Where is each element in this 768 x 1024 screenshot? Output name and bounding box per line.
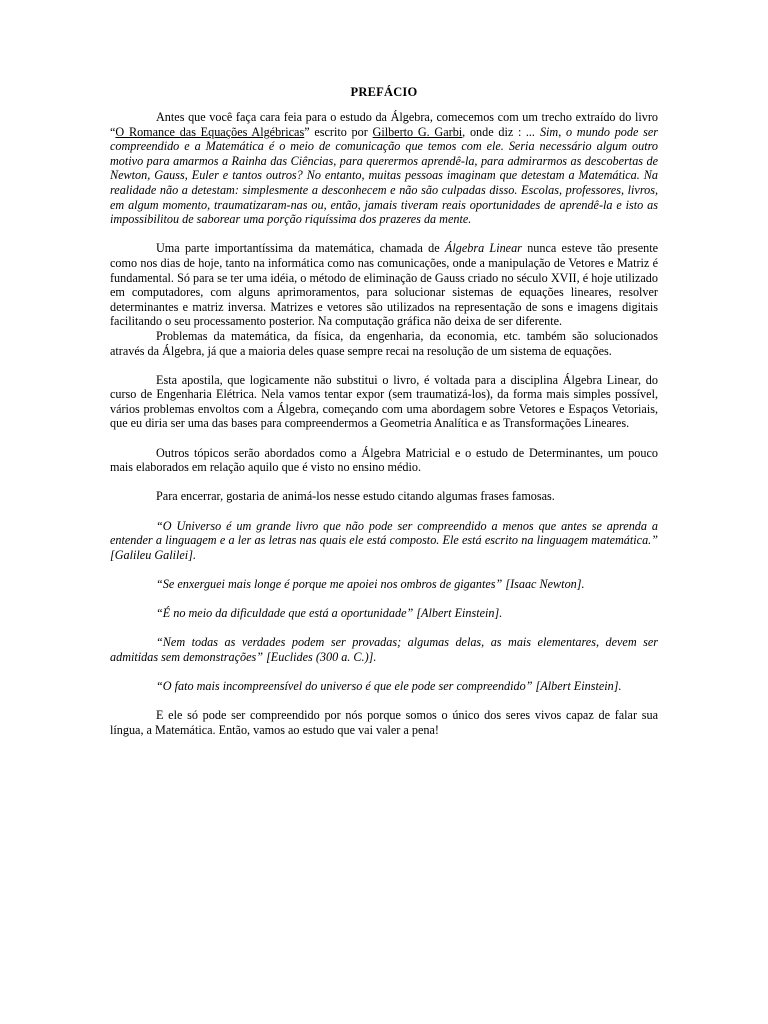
book-quote: ... Sim, o mundo pode ser compreendido e a Matemática é o meio de comunicação que temos com ele. Seria necessário algum outro motivo para amarmos a Rainha das Ciências, para querermos aprendê-la, para admirarmos as descobertas de Newton, Gauss, Euler e tantos outros? No entanto, muitas pessoas imaginam que detestam a Matemática. Na realidade não a detestam: simplesmente a desconhecem e não são culpadas disso. Escolas, professores, livros, em algum momento, traumatizaram-nas ou, então, jamais tiveram reais oportunidades de aprendê-la e isto as impossibilitou de saborear uma porção riquíssima dos prazeres da mente. — [110, 124, 659, 227]
paragraph-closing-intro: Para encerrar, gostaria de animá-los nesse estudo citando algumas frases famosas. — [156, 489, 555, 504]
linear-algebra-after: nunca esteve tão presente como nos dias de hoje, tanto na informática como nas comunicações, onde a manipulação de Vetores e Matriz é fundamental. Só para se ter uma idéia, o método de eliminação de Gauss criado no século XVII, é hoje utilizado em computadores, com alguns aprimoramentos, para solucionar sistemas de equações lineares, resolver determinantes e matriz inversa. Matrizes e vetores são utilizados na representação de sons e imagens digitais facilitando o seu processamento posterior. Na computação gráfica não deixa de ser diferente. — [110, 241, 659, 329]
quote-einstein-2: “O fato mais incompreensível do universo é que ele pode ser compreendido” [Albert Einstein]. — [156, 679, 622, 694]
quote-euclides: “Nem todas as verdades podem ser provadas; algumas delas, as mais elementares, devem ser admitidas sem demonstrações” [Euclides (300 a. C.)]. — [110, 635, 658, 664]
paragraph-problems: Problemas da matemática, da física, da engenharia, da economia, etc. também são solucionados através da Álgebra, já que a maioria deles quase sempre recai na resolução de um sistema de equações. — [110, 328, 658, 358]
paragraph-intro — [110, 110, 658, 227]
intro-after: , onde diz : — [462, 124, 527, 139]
paragraph-linear-algebra — [110, 241, 658, 329]
linear-algebra-before: Uma parte importantíssima da matemática, chamada de — [156, 241, 445, 256]
paragraph-topics: Outros tópicos serão abordados como a Álgebra Matricial e o estudo de Determinantes, um pouco mais elaborados em relação aquilo que é visto no ensino médio. — [110, 445, 658, 475]
paragraph-final: E ele só pode ser compreendido por nós porque somos o único dos seres vivos capaz de falar sua língua, a Matemática. Então, vamos ao estudo que vai valer a pena! — [110, 708, 658, 737]
intro-text: Antes que você faça cara feia para o estudo da Álgebra, comecemos com um trecho extraído do livro “ — [110, 110, 658, 139]
paragraph-apostila: Esta apostila, que logicamente não substitui o livro, é voltada para a disciplina Álgebra Linear, do curso de Engenharia Elétrica. Nela vamos tentar expor (sem traumatizá-los), da forma mais simples possível, vários problemas envoltos com a Álgebra, começando com uma abordagem sobre Vetores e Espaços Vetoriais, que eu diria ser uma das bases para compreendermos a Geometria Analítica e as Transformações Lineares. — [110, 372, 658, 431]
book-title-link[interactable]: O Romance das Equações Algébricas — [115, 124, 305, 139]
quote-newton: “Se enxerguei mais longe é porque me apoiei nos ombros de gigantes” [Isaac Newton]. — [156, 577, 585, 591]
document-body — [110, 110, 658, 738]
quote-galileu: “O Universo é um grande livro que não pode ser compreendido a menos que antes se aprenda a entender a linguagem e a ler as letras nas quais ele está composto. Ele está escrito na linguagem matemática.” [Galileu Galilei]. — [110, 518, 658, 562]
intro-connector: ” escrito por — [304, 124, 373, 139]
linear-algebra-term: Álgebra Linear — [444, 241, 522, 256]
author-link[interactable]: Gilberto G. Garbi — [372, 124, 463, 139]
page-title: PREFÁCIO — [350, 85, 418, 99]
quote-einstein-1: “É no meio da dificuldade que está a oportunidade” [Albert Einstein]. — [156, 606, 503, 621]
